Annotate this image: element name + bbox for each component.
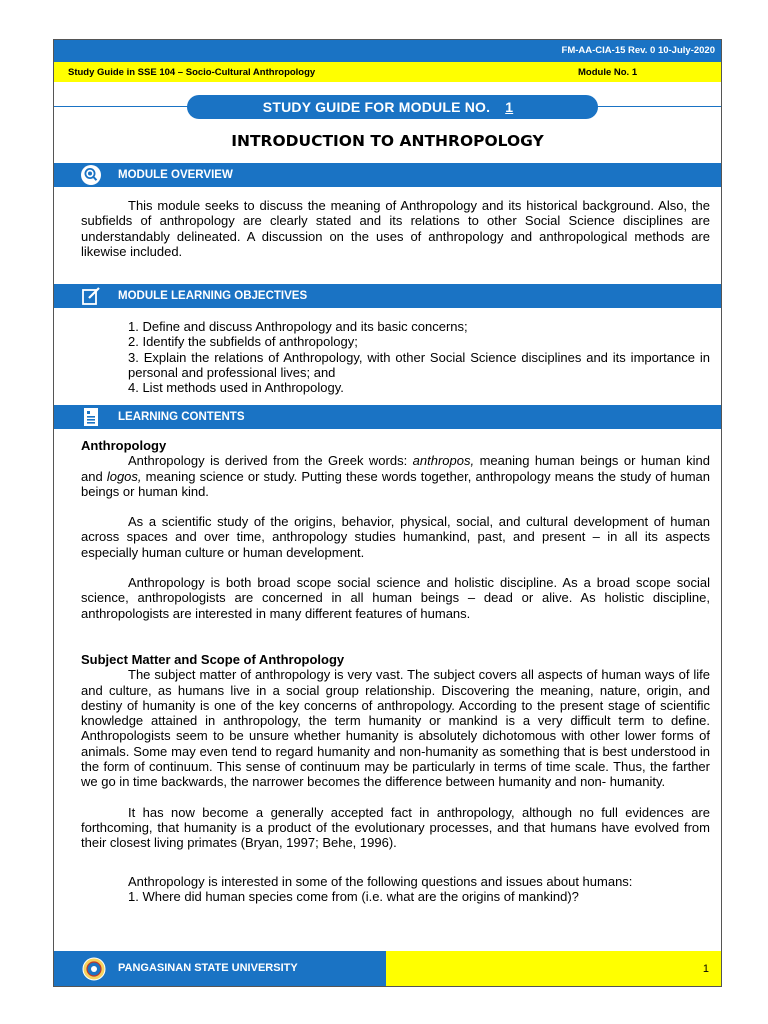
document-page [53, 39, 722, 987]
form-code-bar [54, 40, 721, 62]
university-name: PANGASINAN STATE UNIVERSITY [118, 962, 298, 974]
question-item: 1. Where did human species come from (i.e. what are the origins of mankind)? [128, 888, 579, 904]
university-seal-icon [82, 957, 106, 981]
subject-matter-heading: Subject Matter and Scope of Anthropology [81, 651, 345, 667]
learning-objectives-heading: MODULE LEARNING OBJECTIVES [118, 290, 308, 302]
guide-banner-label: STUDY GUIDE FOR MODULE NO. [262, 99, 491, 115]
subject-matter-paragraph: The subject matter of anthropology is very vast. The subject covers all aspects of human ways of life and culture, as humans live in a social group relationship. Discovering the meaning, nature, origin, and destiny of humanity is one of the key concerns of anthropology. According to the present stage of scientific knowledge attained in anthropology, the term humanity or mankind is a very difficult term to define. Anthropologists seem to be unsure whether humanity is absolutely dichotomous with other lower forms of animals. Some may even tend to regard humanity and non-humanity as something that is best understood in the form of continuum. This sense of continuum may be particularly in terms of time scale. Thus, the farther we go in time backwards, the narrower becomes the difference between humanity and non- humanity. [81, 667, 710, 790]
page-title: INTRODUCTION TO ANTHROPOLOGY [231, 132, 544, 150]
text-run: meaning science or study. Putting these words together, anthropology means the study of human beings or human kind. [81, 468, 710, 499]
footer-page-bar [386, 951, 721, 986]
module-number-label: Module No. 1 [578, 67, 638, 78]
guide-banner-number: 1 [505, 99, 514, 115]
module-overview-text-block [81, 198, 710, 259]
learning-contents-heading: LEARNING CONTENTS [118, 411, 245, 423]
course-bar [54, 62, 721, 82]
objective-item: 4. List methods used in Anthropology. [128, 380, 344, 396]
module-overview-heading: MODULE OVERVIEW [118, 169, 233, 181]
text-run: meaning human beings or human kind and [81, 453, 710, 484]
page-number: 1 [702, 963, 709, 975]
evolution-paragraph: It has now become a generally accepted fact in anthropology, although no full evidences are forthcoming, that humanity is a product of the evolutionary processes, and that humans have evolved from their closest living primates (Bryan, 1997; Behe, 1996). [81, 804, 710, 851]
learning-objectives-bar [54, 284, 721, 308]
learning-objectives-list [81, 319, 710, 395]
objective-item: 2. Identify the subfields of anthropology; [128, 334, 358, 350]
edit-icon [80, 285, 102, 307]
module-overview-bar [54, 163, 721, 187]
objective-item: 1. Define and discuss Anthropology and its basic concerns; [128, 319, 468, 334]
learning-contents-bar [54, 405, 721, 429]
study-guide-label: Study Guide in SSE 104 – Socio-Cultural Anthropology [68, 67, 316, 78]
guide-banner [187, 95, 598, 119]
broad-scope-paragraph: Anthropology is both broad scope social science and holistic discipline. As a broad scope social science, anthropologists are concerned in all human beings – dead or alive. As holistic discipline, anthropologists are interested in many different features of humans. [81, 575, 710, 621]
anthropology-paragraph [81, 453, 710, 499]
objective-item: 3. Explain the relations of Anthropology, with other Social Science disciplines and its importance in personal and professional lives; and [128, 349, 710, 380]
search-icon [80, 164, 102, 186]
footer-university-bar [54, 951, 386, 986]
scientific-study-paragraph: As a scientific study of the origins, behavior, physical, social, and cultural development of human across spaces and over time, anthropology studies humankind, past, and present – in all its aspects especially human culture or human development. [81, 514, 710, 560]
document-icon [80, 406, 102, 428]
form-code: FM-AA-CIA-15 Rev. 0 10-July-2020 [561, 45, 715, 56]
greek-term-logos: logos, [106, 468, 142, 484]
greek-term-anthropos: anthropos, [412, 453, 475, 469]
text-run: Anthropology is derived from the Greek words: [128, 453, 413, 469]
anthropology-heading: Anthropology [81, 438, 167, 453]
module-overview-text: This module seeks to discuss the meaning of Anthropology and its historical background. Also, the subfields of anthropology are clearly stated and its relations to other Social Science disciplines are understandably delineated. A discussion on the uses of anthropology and anthropological methods are likewise included. [81, 198, 710, 259]
learning-contents-body [81, 438, 710, 904]
questions-intro: Anthropology is interested in some of the following questions and issues about humans: [128, 873, 633, 889]
